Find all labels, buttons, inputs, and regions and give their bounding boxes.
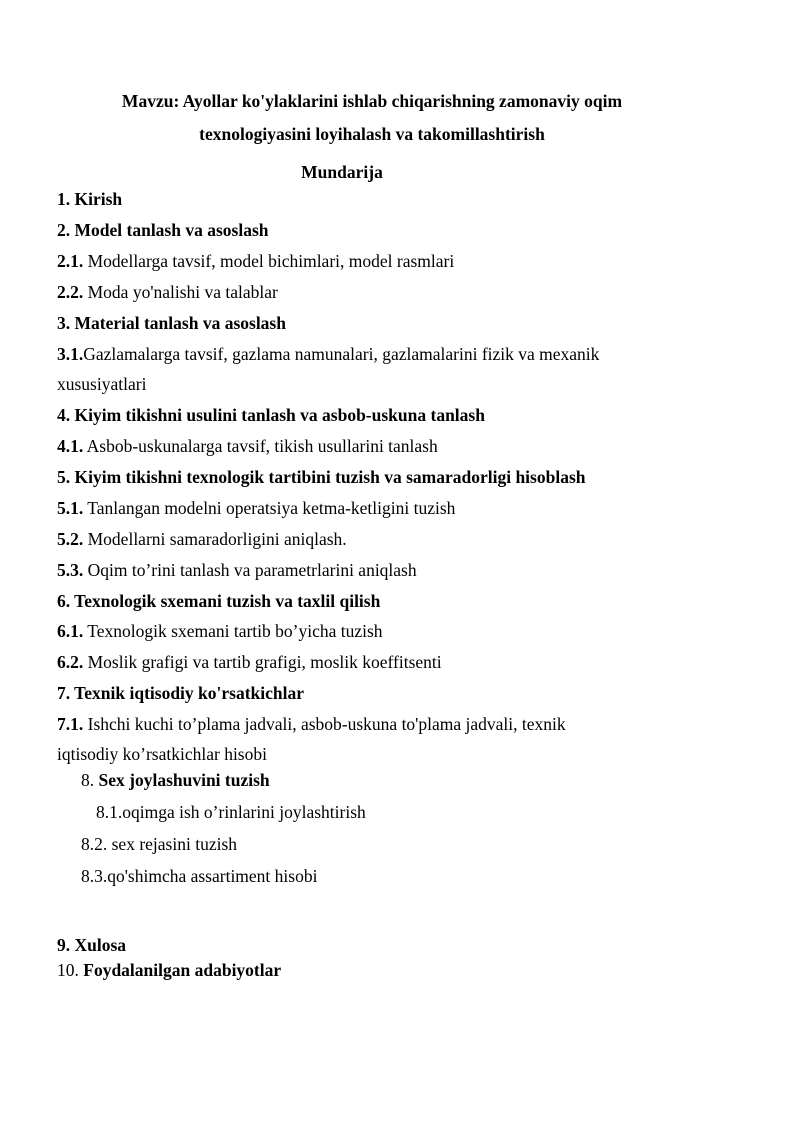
toc-item-7: 7. Texnik iqtisodiy ko'rsatkichlar [57,683,305,703]
toc-item-8-2: 8.2. sex rejasini tuzish [81,834,238,854]
toc-item-4-1 [57,436,438,456]
toc-item-number: 7.1. [57,714,84,734]
toc-item-number: 2.2. [57,282,84,302]
toc-item-6-2 [57,652,442,672]
toc-item-5-1 [57,498,455,518]
toc-item-text: Texnologik sxemani tartib bo’yicha tuzish [83,621,383,641]
toc-item-2-1 [57,251,454,271]
toc-item-number: 5.3. [57,560,84,580]
toc-item-number: 10. [57,960,84,980]
toc-item-text: Asbob-uskunalarga tavsif, tikish usullarini tanlash [83,436,438,456]
toc-item-number: 8. [81,770,99,790]
toc-item-text: Modellarga tavsif, model bichimlari, model rasmlari [83,251,455,271]
document-title-line-1: Mavzu: Ayollar ko'ylaklarini ishlab chiqarishning zamonaviy oqim [121,91,623,111]
toc-item-3-1-continuation: xususiyatlari [57,374,147,394]
toc-item-8-1: 8.1.oqimga ish o’rinlarini joylashtirish [96,802,366,822]
toc-heading: Mundarija [301,162,383,182]
toc-item-2: 2. Model tanlash va asoslash [57,220,269,240]
toc-item-5: 5. Kiyim tikishni texnologik tartibini tuzish va samaradorligi hisoblash [57,467,586,487]
document-title-line-2: texnologiyasini loyihalash va takomillashtirish [199,124,545,144]
toc-item-8-3: 8.3.qo'shimcha assartiment hisobi [81,866,318,886]
toc-item-number: 5.2. [57,529,84,549]
toc-item-text: Sex joylashuvini tuzish [98,770,270,790]
toc-item-6: 6. Texnologik sxemani tuzish va taxlil qilish [57,591,381,611]
toc-item-text: Moda yo'nalishi va talablar [83,282,278,302]
toc-item-5-2 [57,529,347,549]
toc-item-3-1 [57,344,599,364]
toc-item-8 [81,770,270,790]
toc-item-3: 3. Material tanlash va asoslash [57,313,286,333]
toc-item-6-1 [57,621,383,641]
toc-item-9: 9. Xulosa [57,935,127,955]
toc-item-number: 5.1. [57,498,84,518]
toc-item-2-2 [57,282,278,302]
toc-item-text: Tanlangan modelni operatsiya ketma-ketligini tuzish [83,498,456,518]
toc-item-number: 6.1. [57,621,84,641]
toc-item-7-1 [57,714,566,734]
toc-item-4: 4. Kiyim tikishni usulini tanlash va asbob-uskuna tanlash [57,405,485,425]
toc-item-text: Gazlamalarga tavsif, gazlama namunalari, gazlamalarini fizik va mexanik [83,344,600,364]
toc-item-number: 2.1. [57,251,84,271]
toc-item-text: Modellarni samaradorligini aniqlash. [83,529,347,549]
toc-item-text: Ishchi kuchi to’plama jadvali, asbob-uskuna to'plama jadvali, texnik [83,714,566,734]
toc-item-7-1-continuation: iqtisodiy ko’rsatkichlar hisobi [57,744,267,764]
toc-item-text: Oqim to’rini tanlash va parametrlarini aniqlash [83,560,417,580]
toc-item-number: 4.1. [57,436,84,456]
toc-item-text: Moslik grafigi va tartib grafigi, moslik koeffitsenti [83,652,442,672]
toc-item-1: 1. Kirish [57,189,123,209]
toc-item-10 [57,960,281,980]
toc-item-number: 6.2. [57,652,84,672]
toc-item-text: Foydalanilgan adabiyotlar [83,960,282,980]
toc-item-number: 3.1. [57,344,84,364]
toc-item-5-3 [57,560,417,580]
